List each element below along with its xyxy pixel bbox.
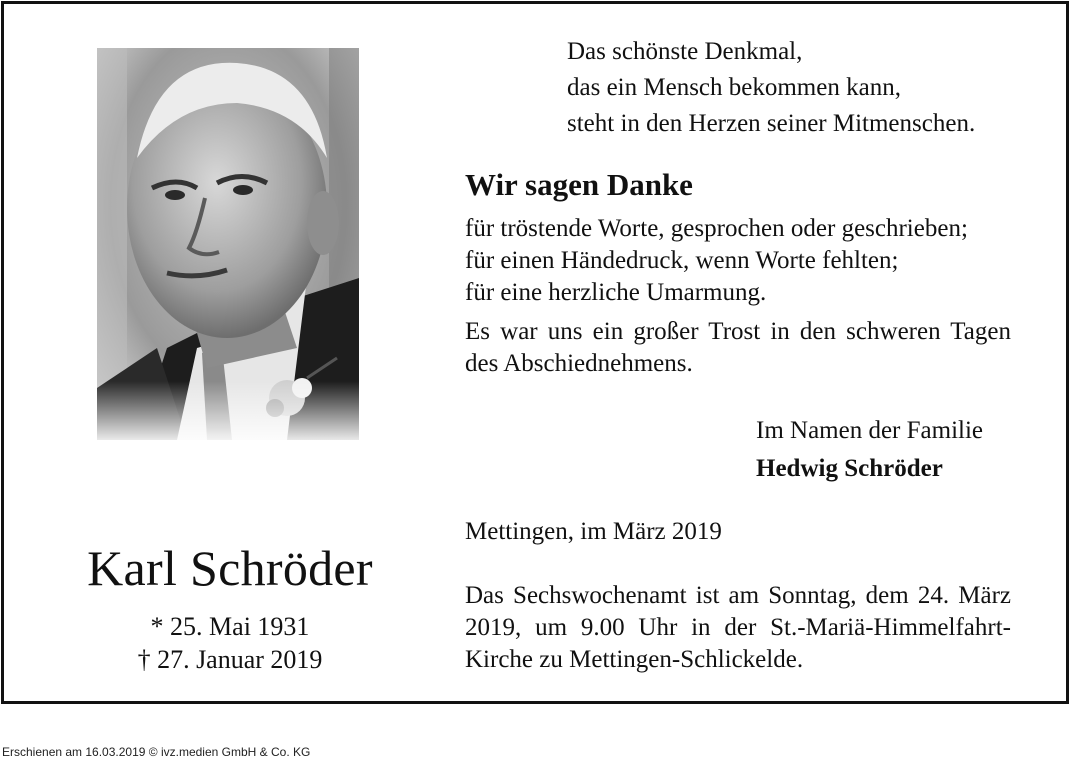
quote-line: Das schönste Denkmal,	[567, 38, 803, 65]
place-date: Mettingen, im März 2019	[465, 518, 722, 545]
portrait-photo	[97, 48, 359, 440]
deceased-name: Karl Schröder	[87, 540, 373, 596]
memorial-quote	[567, 34, 975, 142]
quote-line: das ein Mensch bekommen kann,	[567, 74, 901, 101]
family-signature-block	[756, 412, 983, 488]
comfort-paragraph: Es war uns ein großer Trost in den schweren Tagen des Abschiednehmens.	[465, 318, 1011, 377]
publication-footer: Erschienen am 16.03.2019 © ivz.medien GmbH & Co. KG	[2, 745, 311, 759]
death-date: † 27. Januar 2019	[137, 645, 323, 674]
quote-line: steht in den Herzen seiner Mitmenschen.	[567, 110, 976, 137]
thanks-line: für einen Händedruck, wenn Worte fehlten;	[465, 247, 899, 274]
thanks-line: für eine herzliche Umarmung.	[465, 279, 767, 306]
mass-announcement: Das Sechswochenamt ist am Sonntag, dem 24. März 2019, um 9.00 Uhr in der St.-Mariä-Himmelfahrt-Kirche zu Mettingen-Schlickelde.	[465, 582, 1011, 673]
signature-name: Hedwig Schröder	[756, 455, 943, 482]
portrait-photo-icon	[97, 48, 359, 440]
birth-date: * 25. Mai 1931	[150, 612, 310, 641]
family-intro: Im Namen der Familie	[756, 417, 984, 444]
life-dates	[40, 610, 420, 676]
thanks-heading: Wir sagen Danke	[465, 167, 693, 202]
thanks-line: für tröstende Worte, gesprochen oder geschrieben;	[465, 215, 968, 242]
thanks-list	[465, 213, 1011, 309]
